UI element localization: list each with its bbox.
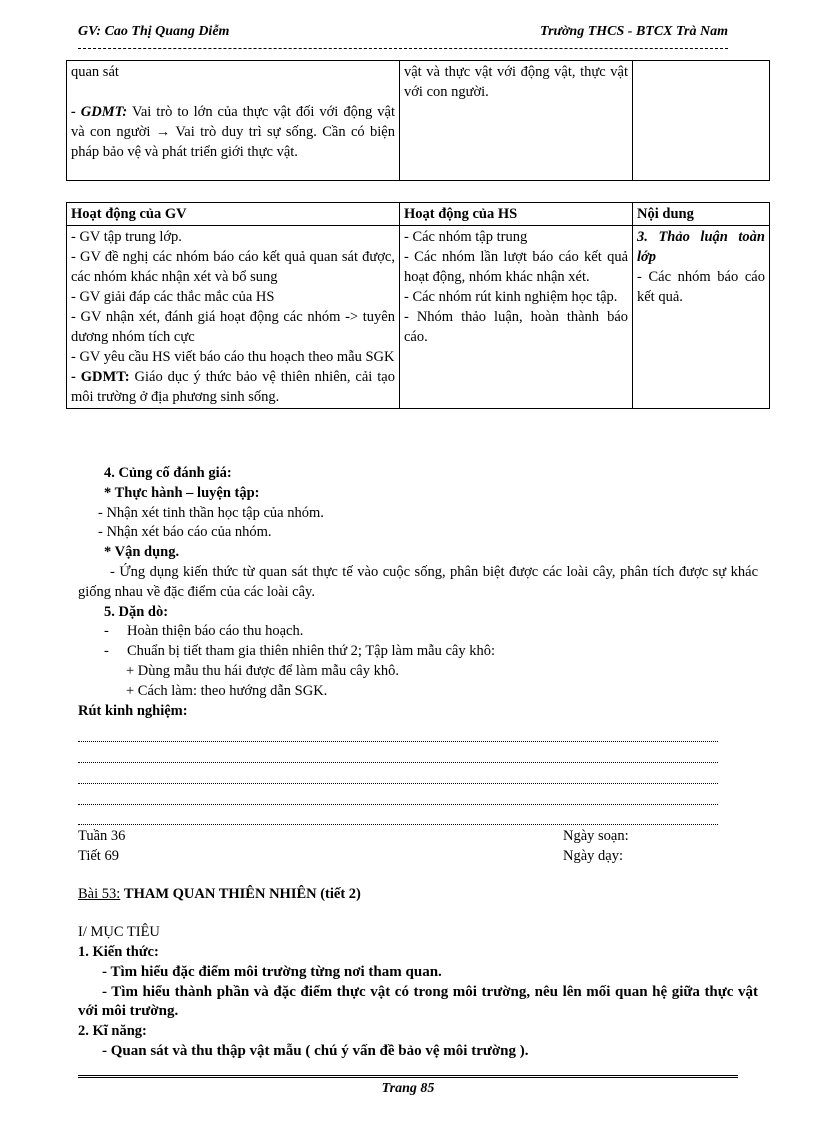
week-row — [78, 827, 758, 847]
dotted-line — [78, 805, 718, 826]
hs-item: - Các nhóm tập trung — [404, 229, 528, 245]
page-number: Trang 85 — [381, 1081, 435, 1096]
hs-item: - Các nhóm rút kinh nghiệm học tập. — [404, 289, 618, 305]
hs-item: - Các nhóm lần lượt báo cáo kết quả hoạt động, nhóm khác nhận xét. — [404, 249, 628, 285]
content-text: - Các nhóm báo cáo kết quả. — [637, 269, 765, 305]
section4-title: 4. Củng cố đánh giá: — [104, 465, 232, 481]
dotted-line — [78, 763, 718, 784]
hs-item: - Nhóm thảo luận, hoàn thành báo cáo. — [404, 309, 628, 345]
rkn-title: Rút kinh nghiệm: — [78, 702, 188, 719]
period: Tiết 69 — [78, 848, 119, 865]
plan-date: Ngày soạn: — [563, 828, 629, 845]
dotted-line — [78, 721, 718, 742]
gv-item: - GV tập trung lớp. — [71, 229, 182, 245]
apply-text: - Ứng dụng kiến thức từ quan sát thực tế vào cuộc sống, phân biệt được các loài cây, phân tích được sự khác giống nhau về đặc điểm của các loài cây. — [78, 563, 758, 600]
gv-item: - GV nhận xét, đánh giá hoạt động các nhóm -> tuyên dương nhóm tích cực — [71, 309, 395, 345]
continued-nd-cell — [633, 61, 770, 181]
skill-title: 2. Kĩ năng: — [78, 1023, 147, 1040]
skill-item: - Quan sát và thu thập vật mẫu ( chú ý vấn đề bảo vệ môi trường ). — [102, 1042, 529, 1059]
objectives-title: I/ MỤC TIÊU — [78, 924, 160, 941]
continued-table — [66, 60, 770, 181]
practice-subtitle: * Thực hành – luyện tập: — [104, 484, 260, 501]
knowledge-item: - Tìm hiểu đặc điểm môi trường từng nơi tham quan. — [102, 963, 442, 980]
header-gv: Hoạt động của GV — [67, 203, 400, 226]
gv-item: - GV yêu cầu HS viết báo cáo thu hoạch theo mẫu SGK — [71, 349, 395, 365]
gv-item: - GV giải đáp các thắc mắc của HS — [71, 289, 275, 305]
activity-table — [66, 202, 770, 409]
dotted-line — [78, 784, 718, 805]
knowledge-item: - Tìm hiểu thành phần và đặc điểm thực vật có trong môi trường, nêu lên mối quan hệ giữa thực vật với môi trường. — [78, 983, 758, 1020]
homework-item: - Chuẩn bị tiết tham gia thiên nhiên thứ 2; Tập làm mẫu cây khô: — [104, 643, 495, 660]
teacher-name: GV: Cao Thị Quang Diễm — [78, 24, 230, 39]
continued-gdmt: - GDMT: Vai trò to lớn của thực vật đối với động vật và con người → Vai trò duy trì sự sống. Cần có biện pháp bảo vệ và phát triển giới thực vật. — [71, 104, 396, 160]
content-cell — [633, 226, 770, 409]
period-row — [78, 847, 758, 867]
apply-subtitle: * Vận dụng. — [104, 544, 180, 561]
lesson-title: Bài 53: THAM QUAN THIÊN NHIÊN (tiết 2) — [78, 886, 361, 903]
continued-gv-cell — [67, 61, 400, 181]
week: Tuần 36 — [78, 828, 126, 845]
header-hs: Hoạt động của HS — [400, 203, 633, 226]
gv-activities — [67, 226, 400, 409]
homework-subitem: + Dùng mẫu thu hái được để làm mẫu cây khô. — [126, 662, 399, 679]
homework-item: - Hoàn thiện báo cáo thu hoạch. — [104, 623, 304, 640]
content-title: 3. Thảo luận toàn lớp — [637, 229, 765, 265]
homework-subitem: + Cách làm: theo hướng dẫn SGK. — [126, 682, 328, 699]
continued-gv-line: quan sát — [71, 64, 119, 80]
knowledge-title: 1. Kiến thức: — [78, 943, 159, 960]
practice-item: - Nhận xét tinh thần học tập của nhóm. — [98, 504, 324, 521]
continued-hs-cell: vật và thực vật với động vật, thực vật với con người. — [400, 61, 633, 181]
dotted-line — [78, 742, 718, 763]
lesson-body — [78, 464, 758, 1062]
school-name: Trường THCS - BTCX Trà Nam — [540, 24, 728, 39]
header-divider — [78, 48, 728, 49]
gv-gdmt: - GDMT: Giáo dục ý thức bảo vệ thiên nhiên, cải tạo môi trường ở địa phương sinh sống. — [71, 369, 395, 405]
hs-activities — [400, 226, 633, 409]
header-nd: Nội dung — [633, 203, 770, 226]
gv-item: - GV đề nghị các nhóm báo cáo kết quả quan sát được, các nhóm khác nhận xét và bổ sung — [71, 249, 395, 285]
practice-item: - Nhận xét báo cáo của nhóm. — [98, 524, 272, 541]
teach-date: Ngày dạy: — [563, 848, 623, 865]
footer-divider — [78, 1075, 738, 1078]
section5-title: 5. Dặn dò: — [104, 603, 169, 620]
